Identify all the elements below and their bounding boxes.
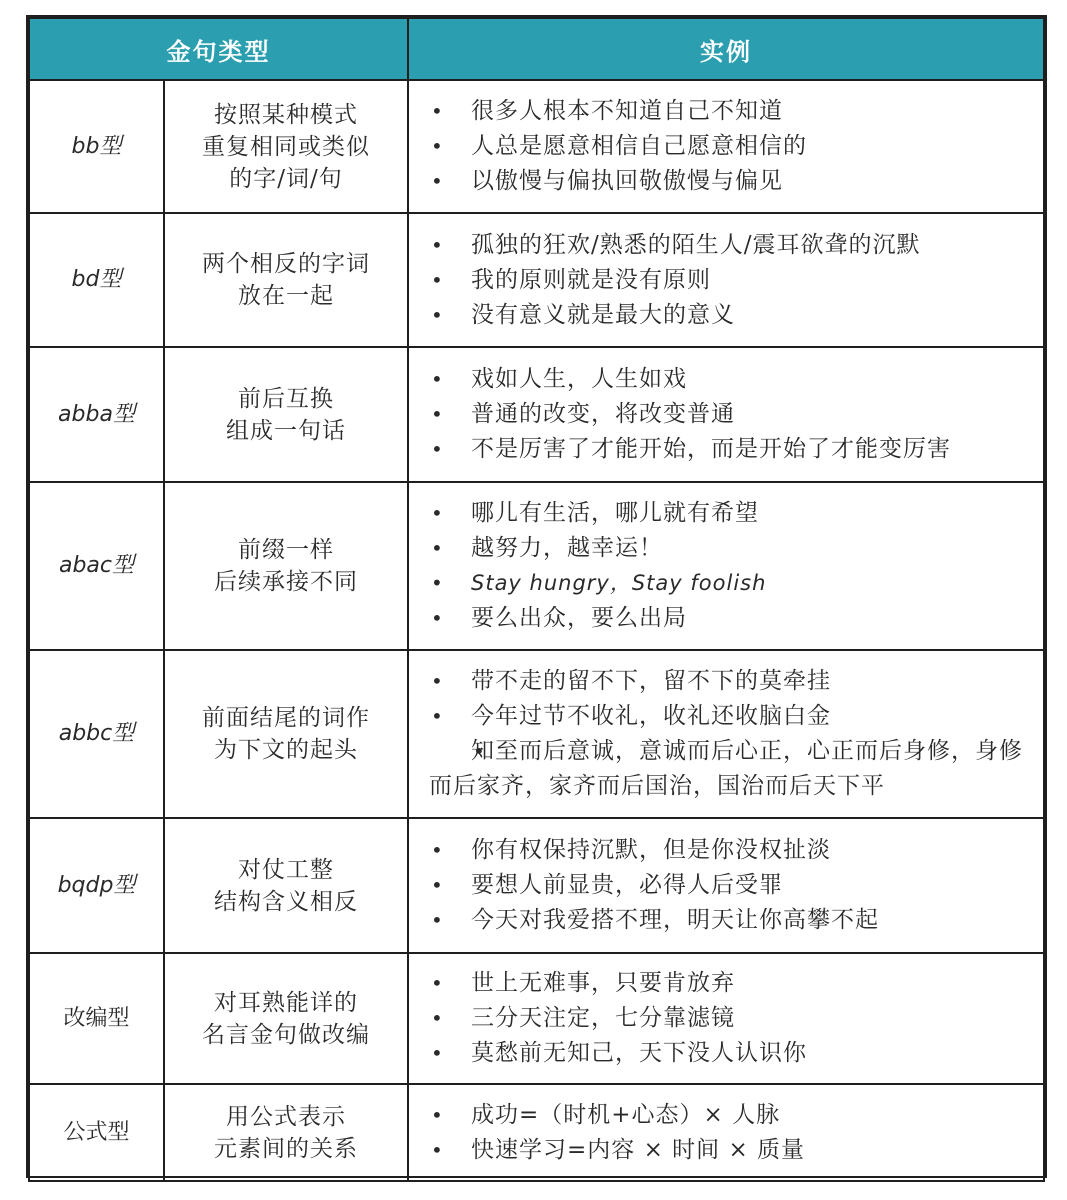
example-item: • 我的原则就是没有原则 <box>429 263 1029 298</box>
example-list <box>429 94 1029 199</box>
example-item: • 三分天注定，七分靠滤镜 <box>429 1001 1029 1036</box>
golden-sentence-table <box>26 15 1047 1178</box>
table-row <box>29 953 1044 1084</box>
examples-cell <box>408 650 1044 818</box>
description-line: 为下文的起头 <box>214 737 358 763</box>
example-item: • 今天对我爱搭不理，明天让你高攀不起 <box>429 903 1029 938</box>
example-item: • 不是厉害了才能开始，而是开始了才能变厉害 <box>429 432 1029 467</box>
table-row <box>29 80 1044 213</box>
example-list <box>429 664 1029 804</box>
example-item: • 你有权保持沉默，但是你没权扯淡 <box>429 833 1029 868</box>
description-line: 两个相反的字词 <box>202 251 370 277</box>
table-row <box>29 213 1044 347</box>
example-item: • 快速学习=内容 × 时间 × 质量 <box>429 1133 1029 1168</box>
example-item: • 哪儿有生活，哪儿就有希望 <box>429 496 1029 531</box>
header-type: 金句类型 <box>29 18 408 80</box>
description-line: 名言金句做改编 <box>202 1021 370 1048</box>
example-item: • 莫愁前无知己，天下没人认识你 <box>429 1036 1029 1071</box>
examples-cell <box>408 818 1044 953</box>
examples-cell <box>408 1084 1044 1181</box>
header-examples: 实例 <box>408 18 1044 80</box>
type-cell: bd型 <box>29 213 164 347</box>
table-row <box>29 482 1044 650</box>
example-item: • 很多人根本不知道自己不知道 <box>429 94 1029 129</box>
description-line: 前面结尾的词作 <box>202 705 370 731</box>
type-cell: abac型 <box>29 482 164 650</box>
description-cell <box>164 1084 408 1181</box>
type-cell: 改编型 <box>29 953 164 1084</box>
type-cell: bqdp型 <box>29 818 164 953</box>
example-item: • 知至而后意诚，意诚而后心正，心正而后身修，身修而后家齐，家齐而后国治，国治而后天下平 <box>429 734 1029 804</box>
description-line: 按照某种模式 <box>214 101 358 128</box>
example-item: • 带不走的留不下，留不下的莫牵挂 <box>429 664 1029 699</box>
description-line: 元素间的关系 <box>214 1135 358 1162</box>
examples-cell <box>408 80 1044 213</box>
description-line: 前后互换 <box>238 385 334 412</box>
table-row <box>29 347 1044 482</box>
table-row <box>29 1084 1044 1181</box>
example-item: • 以傲慢与偏执回敬傲慢与偏见 <box>429 164 1029 199</box>
example-list <box>429 966 1029 1071</box>
type-cell: 公式型 <box>29 1084 164 1181</box>
example-item: • 要么出众，要么出局 <box>429 601 1029 636</box>
description-line: 后续承接不同 <box>214 569 358 595</box>
description-cell <box>164 213 408 347</box>
example-list <box>429 1098 1029 1168</box>
description-line: 对耳熟能详的 <box>214 989 358 1016</box>
example-item: • 普通的改变，将改变普通 <box>429 397 1029 432</box>
description-cell <box>164 818 408 953</box>
description-cell <box>164 650 408 818</box>
type-cell: abba型 <box>29 347 164 482</box>
description-cell <box>164 80 408 213</box>
table-row <box>29 818 1044 953</box>
example-item: • 成功=（时机+心态）× 人脉 <box>429 1098 1029 1133</box>
example-item: • 越努力，越幸运！ <box>429 531 1029 566</box>
description-cell <box>164 347 408 482</box>
description-line: 的字/词/句 <box>229 165 343 192</box>
description-line: 结构含义相反 <box>214 888 358 915</box>
type-cell: abbc型 <box>29 650 164 818</box>
examples-cell <box>408 482 1044 650</box>
example-list <box>429 228 1029 333</box>
example-item: • 人总是愿意相信自己愿意相信的 <box>429 129 1029 164</box>
description-cell <box>164 482 408 650</box>
header-row <box>29 18 1044 80</box>
description-cell <box>164 953 408 1084</box>
examples-cell <box>408 213 1044 347</box>
example-item: • 世上无难事，只要肯放弃 <box>429 966 1029 1001</box>
description-line: 放在一起 <box>238 283 334 309</box>
examples-cell <box>408 953 1044 1084</box>
example-item: • 没有意义就是最大的意义 <box>429 298 1029 333</box>
example-item: • 今年过节不收礼，收礼还收脑白金 <box>429 699 1029 734</box>
example-item: • 戏如人生，人生如戏 <box>429 362 1029 397</box>
example-item: • Stay hungry，Stay foolish <box>429 566 1029 601</box>
description-line: 对仗工整 <box>238 856 334 883</box>
description-line: 前缀一样 <box>238 537 334 563</box>
description-line: 组成一句话 <box>226 417 346 444</box>
table-row <box>29 650 1044 818</box>
description-line: 重复相同或类似 <box>202 133 370 160</box>
example-list <box>429 496 1029 636</box>
example-item: • 要想人前显贵，必得人后受罪 <box>429 868 1029 903</box>
example-list <box>429 833 1029 938</box>
table <box>28 17 1045 1182</box>
type-cell: bb型 <box>29 80 164 213</box>
example-item: • 孤独的狂欢/熟悉的陌生人/震耳欲聋的沉默 <box>429 228 1029 263</box>
description-line: 用公式表示 <box>226 1103 346 1130</box>
example-list <box>429 362 1029 467</box>
examples-cell <box>408 347 1044 482</box>
